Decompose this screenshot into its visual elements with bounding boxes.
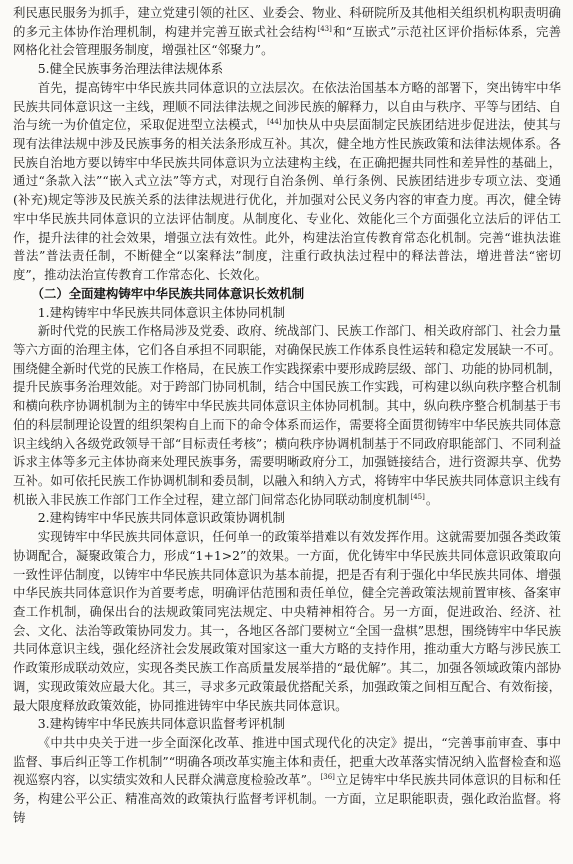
text-run: 实现铸牢中华民族共同体意识，任何单一的政策举措难以有效发挥作用。这就需要加强各类政策协调配合，凝聚政策合力，形成“1+1>2”的效果。一方面，优化铸牢中华民族共同体意识政策取向一致性评估制度，以铸牢中华民族共同体意识为基本前提，把是否有利于强化中华民族共同体、增强中华民族共同体意识作为首要考虑，明确评估范围和责任单位，健全完善政策法规前置审核、备案审查工作机制，确保出台的法规政策同宪法规定、中央精神相符合。另一方面，促进政治、经济、社会、文化、法治等政策协同发力。其一，各地区各部门要树立“全国一盘棋”思想，围绕铸牢中华民族共同体意识主线，强化经济社会发展政策对国家这一重大方略的支持作用，推动重大方略与涉民族工作政策形成联动效应，实现各类民族工作高质量发展举措的“最优解”。其二，加强各领域政策内部协调，实现政策效应最大化。其三，寻求多元政策最优搭配关系，加强政策之间相互配合、有效衔接，最大限度释放政策效能，协同推进铸牢中华民族共同体意识。	[13, 529, 561, 713]
text-run: 2.建构铸牢中华民族共同体意识政策协调机制	[37, 510, 286, 526]
subsection-heading	[13, 509, 561, 528]
text-run: 立足铸牢中华民族共同体意识的目标和任务，构建公平公正、精准高效的政策执行监督考评机制。一方面，立足职能职责，强化政治监督。将铸	[13, 772, 561, 825]
paragraph	[13, 4, 561, 60]
text-run: 《中共中央关于进一步全面深化改革、推进中国式现代化的决定》提出，“完善事前审查、事中监督、事后纠正等工作机制”“明确各项改革实施主体和责任，把重大改革落实情况纳入监督检查和巡视巡察内容，以实绩实效和人民群众满意度检验改革”。	[13, 735, 561, 788]
citation-marker: [45]	[410, 492, 425, 501]
text-run: 加快从中央层面制定民族团结进步促进法，使其与现有法律法规中涉及民族事务的相关法条形成互补。其次，健全地方性民族政策和法律法规体系。各民族自治地方要以铸牢中华民族共同体意识为立法建构主线，在正确把握共同性和差异性的基础上，通过“条款入法”“嵌入式立法”等方式，对现行自治条例、单行条例、民族团结进步专项立法、变通(补充)规定等涉及民族关系的法律法规进行优化，并加强对公民义务内容的审查力度。再次，健全铸牢中华民族共同体意识的立法评估制度。从制度化、专业化、效能化三个方面强化立法后的评估工作，提升法律的社会效果，增强立法有效性。此外，构建法治宣传教育常态化机制。完善“谁执法谁普法”普法责任制，不断健全“以案释法”制度，注重行政执法过程中的释法普法，增进普法“密切度”，推动法治宣传教育工作常态化、长效化。	[13, 117, 562, 283]
text-run: 和“互嵌式”示范社区评价指标体系，完善网格化社会管理服务制度，增强社区“邻聚力”。	[13, 23, 562, 58]
text-run: 1.建构铸牢中华民族共同体意识主体协同机制	[37, 304, 286, 320]
section-heading	[13, 285, 561, 304]
paragraph	[13, 79, 561, 285]
subsection-heading	[13, 715, 561, 734]
paragraph	[13, 528, 561, 715]
citation-marker: [44]	[267, 118, 282, 127]
text-run: 新时代党的民族工作格局涉及党委、政府、统战部门、民族工作部门、相关政府部门、社会力量等六方面的治理主体，它们各自承担不同职能，对确保民族工作体系良性运转和稳定发展缺一不可。围绕健全新时代党的民族工作格局，在民族工作实践探索中要形成跨层级、部门、功能的协同机制，提升民族事务治理效能。对于跨部门协同机制，结合中国民族工作实践，可构建以纵向秩序整合机制和横向秩序协调机制为主的铸牢中华民族共同体意识主体协同机制。其中，纵向秩序整合机制基于韦伯的科层制理论设置的组织架构自上而下的命令体系而运作，需要将全面贯彻铸牢中华民族共同体意识主线纳入各级党政领导干部“目标责任考核”；横向秩序协调机制基于不同政府职能部门、不同利益诉求主体等多元主体协商来处理民族事务，需要明晰政府分工，加强链接结合，进行资源共享、优势互补。如可依托民族工作协调机制和委员制，以融入和纳入方式，将铸牢中华民族共同体意识主线有机嵌入非民族工作部门工作全过程，建立部门间常态化协同联动制度机制	[13, 323, 561, 507]
text-run: 利民惠民服务为抓手，建立党建引领的社区、业委会、物业、科研院所及其他相关组织机构职责明确的多元主体协作治理机制，构建并完善互嵌式社会结构	[13, 5, 561, 39]
subsection-heading	[13, 60, 561, 79]
citation-marker: [36]	[320, 773, 335, 782]
text-run: 。	[425, 491, 439, 507]
paragraph	[13, 322, 561, 509]
citation-marker: [43]	[317, 24, 332, 33]
subsection-heading	[13, 304, 561, 323]
text-run: 3.建构铸牢中华民族共同体意识监督考评机制	[37, 716, 286, 732]
text-run: 首先，提高铸牢中华民族共同体意识的立法层次。在依法治国基本方略的部署下，突出铸牢中华民族共同体意识这一主线，理顺不同法律法规之间涉民族的解释力，以自由与秩序、平等与团结、自治与统一为价值定位，采取促进型立法模式，	[13, 79, 561, 133]
paragraph	[13, 734, 561, 828]
text-run: 5.健全民族事务治理法律法规体系	[37, 61, 224, 77]
text-run: （二）全面建构铸牢中华民族共同体意识长效机制	[31, 285, 305, 301]
